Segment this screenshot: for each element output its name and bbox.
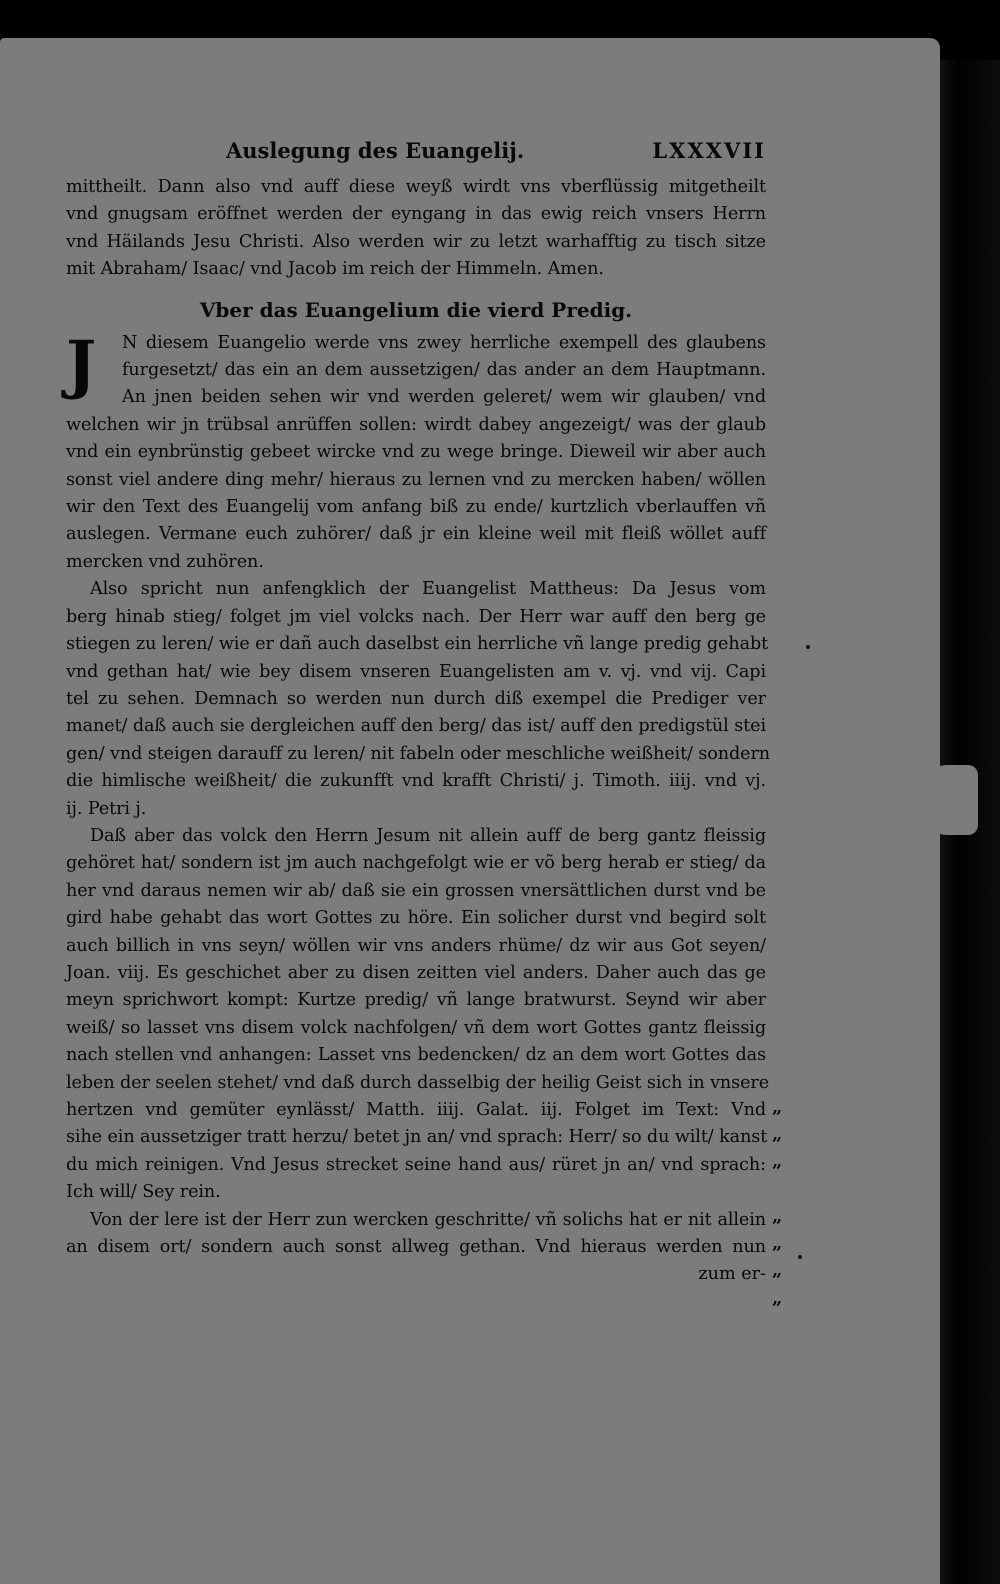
- ink-speck: [798, 1255, 802, 1259]
- text-line: an disem ort/ sondern auch sonst allweg gethan. Vnd hieraus werden nun: [66, 1237, 766, 1258]
- text-line: weiß/ so lasset vns disem volck nachfolgen/ vñ dem wort Gottes gantz fleissig: [66, 1017, 766, 1038]
- paragraph-works: [66, 1207, 766, 1262]
- paragraph-matthew: [66, 576, 771, 823]
- text-line: Daß aber das volck den Herrn Jesum nit allein auff de berg gantz fleissig: [90, 825, 766, 846]
- text-line: meyn sprichwort kompt: Kurtze predig/ vñ lange bratwurst. Seynd wir aber: [66, 990, 766, 1011]
- page-text: [66, 138, 771, 1289]
- text-line: gird habe gehabt das wort Gottes zu höre. Ein solicher durst vnd begird solt: [66, 908, 766, 929]
- text-line: Joan. viij. Es geschichet aber zu disen zeitten viel anders. Daher auch das ge: [66, 962, 766, 983]
- text-line: die himlische weißheit/ die zukunfft vnd krafft Christi/ j. Timoth. iiij. vnd vj.: [66, 771, 766, 792]
- text-line: ij. Petri j.: [66, 798, 147, 819]
- text-line: her vnd daraus nemen wir ab/ daß sie ein grossen vnersättlichen durst vnd be: [66, 880, 766, 901]
- ink-speck: [806, 645, 810, 649]
- text-line: vnd gethan hat/ wie bey disem vnseren Euangelisten am v. vj. vnd vij. Capi: [66, 661, 766, 682]
- text-line: N diesem Euangelio werde vns zwey herrliche exempell des glaubens: [122, 332, 766, 353]
- margin-quote-mark: „: [772, 1233, 783, 1254]
- paragraph-closing: [66, 174, 766, 284]
- text-line: mit Abraham/ Isaac/ vnd Jacob im reich der Himmeln. Amen.: [66, 259, 604, 280]
- text-line: vnd ein eynbrünstig gebeet wircke vnd zu wege bringe. Dieweil wir aber auch: [66, 442, 766, 463]
- paragraph-people: [66, 823, 770, 1207]
- text-line: Also spricht nun anfengklich der Euangelist Mattheus: Da Jesus vom: [90, 579, 766, 600]
- text-line: gehöret hat/ sondern ist jm auch nachgefolgt wie er võ berg herab er stieg/ da: [66, 853, 766, 874]
- text-line: Ich will/ Sey rein.: [66, 1182, 221, 1203]
- text-line: welchen wir jn trübsal anrüffen sollen: wirdt dabey angezeigt/ was der glaub: [66, 414, 766, 435]
- text-line: nach stellen vnd anhangen: Lasset vns bedencken/ dz an dem wort Gottes das: [66, 1045, 766, 1066]
- running-header: [66, 138, 766, 174]
- text-line: An jnen beiden sehen wir vnd werden geleret/ wem wir glauben/ vnd: [122, 387, 766, 408]
- text-line: furgesetzt/ das ein an dem aussetzigen/ das ander an dem Hauptmann.: [122, 360, 766, 381]
- text-line: vnd Häilands Jesu Christi. Also werden wir zu letzt warhafftig zu tisch sitze: [66, 231, 766, 252]
- text-line: manet/ daß auch sie dergleichen auff den berg/ das ist/ auff den predigstül stei: [66, 716, 766, 737]
- text-line: stiegen zu leren/ wie er dañ auch daselbst ein herrliche vñ lange predig gehabt: [66, 634, 769, 655]
- catchword: zum er-: [698, 1264, 766, 1285]
- text-line: mittheilt. Dann also vnd auff diese weyß wirdt vns vberflüssig mitgetheilt: [66, 177, 766, 197]
- margin-quote-mark: „: [772, 1097, 783, 1118]
- text-line: sonst viel andere ding mehr/ hieraus zu lernen vnd zu mercken haben/ wöllen: [66, 469, 766, 490]
- text-line: du mich reinigen. Vnd Jesus strecket seine hand aus/ rüret jn an/ vnd sprach:: [66, 1154, 766, 1175]
- text-line: berg hinab stieg/ folget jm viel volcks nach. Der Herr war auff den berg ge: [66, 606, 766, 627]
- margin-quote-mark: „: [772, 1260, 783, 1281]
- margin-quote-mark: „: [772, 1206, 783, 1227]
- text-line: sihe ein aussetziger tratt herzu/ betet jn an/ vnd sprach: Herr/ so du wilt/ kanst: [66, 1127, 768, 1148]
- text-line: tel zu sehen. Demnach so werden nun durch diß exempel die Prediger ver: [66, 688, 766, 709]
- running-title: Auslegung des Euangelij.: [226, 138, 525, 163]
- folio-number: LXXXVII: [652, 138, 766, 163]
- text-line: gen/ vnd steigen darauff zu leren/ nit fabeln oder meschliche weißheit/ sondern: [66, 743, 771, 764]
- margin-quote-mark: „: [772, 1124, 783, 1145]
- margin-quote-mark: „: [772, 1151, 783, 1172]
- margin-quote-mark: „: [772, 1288, 783, 1309]
- text-line: auslegen. Vermane euch zuhörer/ daß jr ein kleine weil mit fleiß wöllet auff: [66, 524, 766, 545]
- page-fold-edge: [918, 765, 978, 835]
- text-line: hertzen vnd gemüter eynlässt/ Matth. iiij. Galat. iij. Folget im Text: Vnd: [66, 1100, 766, 1120]
- sermon-heading: Vber das Euangelium die vierd Predig.: [199, 297, 633, 322]
- text-line: Von der lere ist der Herr zun wercken geschritte/ vñ solichs hat er nit allein: [90, 1209, 766, 1230]
- text-line: leben der seelen stehet/ vnd daß durch dasselbig der heilig Geist sich in vnsere: [66, 1072, 770, 1093]
- paragraph-opening: [66, 326, 766, 577]
- text-line: wir den Text des Euangelij vom anfang biß zu ende/ kurtzlich vberlauffen vñ: [66, 497, 766, 518]
- text-line: auch billich in vns seyn/ wöllen wir vns anders rhüme/ dz wir aus Got seyen/: [66, 935, 766, 956]
- drop-initial: J: [66, 326, 97, 402]
- text-line: mercken vnd zuhören.: [66, 551, 264, 572]
- text-line: vnd gnugsam eröffnet werden der eyngang in das ewig reich vnsers Herrn: [66, 204, 766, 225]
